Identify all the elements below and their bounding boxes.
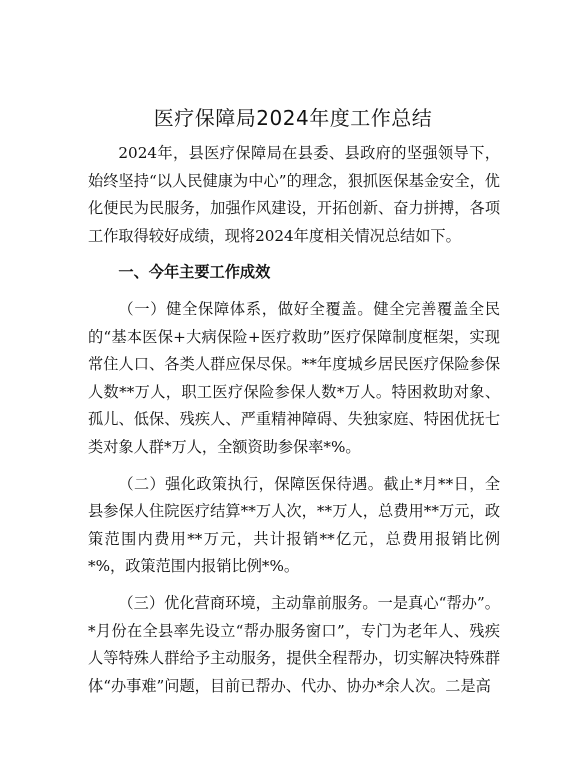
item-paragraph-2: （二）强化政策执行，保障医保待遇。截止*月**日，全县参保人住院医疗结算**万人次，**万人，总费用**万元，政策范围内费用**万元，共计报销**亿元，总费用报销比例*%，政策范围内报销比例*%。 [88,474,500,576]
paragraph-gap [88,287,500,296]
intro-paragraph: 2024年，县医疗保障局在县委、县政府的坚强领导下，始终坚持“以人民健康为中心”的理念，狠抓医保基金安全，优化便民为民服务，加强作风建设，开拓创新、奋力拼搏，各项工作取得较好成绩，现将2024年度相关情况总结如下。 [88,144,500,245]
paragraph-gap [88,462,500,471]
document-title: 医疗保障局2024年度工作总结 [153,106,433,130]
item-paragraph-1: （一）健全保障体系，做好全覆盖。健全完善覆盖全民的“基本医保+大病保险+医疗救助”医疗保障制度框架，实现常住人口、各类人群应保尽保。**年度城乡居民医疗保险参保人数**万人，职工医疗保险参保人数*万人。特困救助对象、孤儿、低保、残疾人、严重精神障碍、失独家庭、特困优抚七类对象人群*万人，全额资助参保率*%。 [88,299,500,456]
section-heading: 一、今年主要工作成效 [118,263,271,282]
paragraph-gap [88,581,500,590]
item-paragraph-3: （三）优化营商环境，主动靠前服务。一是真心“帮办”。*月份在全县率先设立“帮办服务窗口”，专门为老年人、残疾人等特殊人群给予主动服务，提供全程帮办，切实解决特殊群体“办事难”问题，目前已帮办、代办、协办*余人次。二是高 [88,593,500,695]
paragraph-gap [88,250,500,259]
document-body [88,140,500,700]
